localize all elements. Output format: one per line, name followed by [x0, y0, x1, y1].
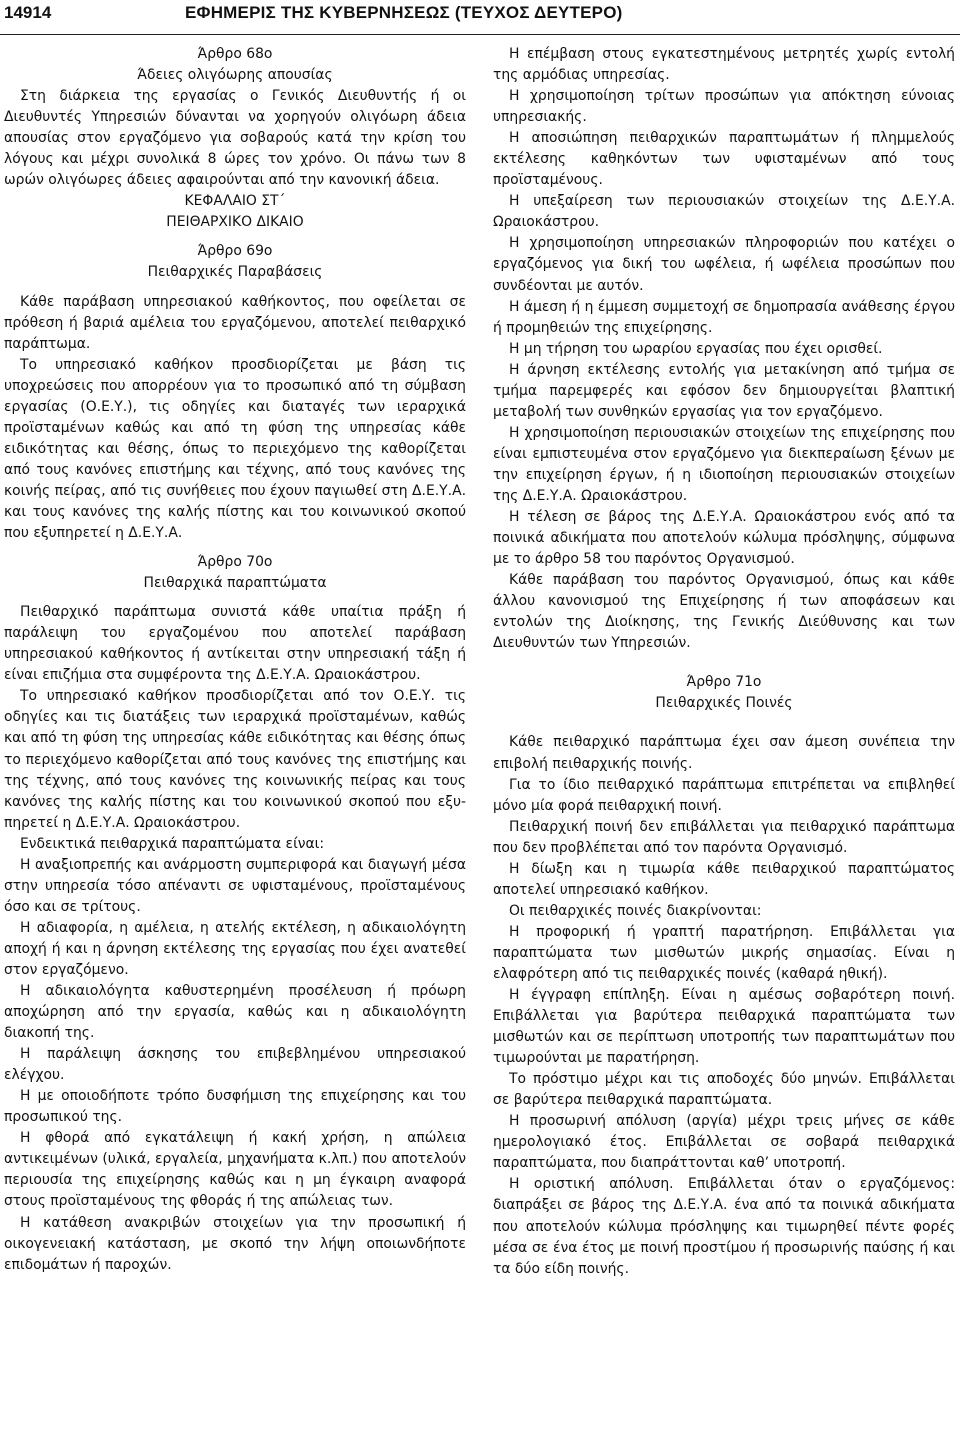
- paragraph: Η υπεξαίρεση των περιουσιακών στοιχείων της Δ.Ε.Υ.Α. Ωραιοκάστρου.: [493, 193, 955, 231]
- paragraph: Η άμεση ή η έμμεση συμμετοχή σε δημοπρασία ανάθεσης έργου ή προμηθειών της επιχείρησης.: [493, 298, 955, 336]
- paragraph: Η κατάθεση ανακριβών στοιχείων για την προσωπική ή οικογενειακή κατάσταση, με σκοπό την λήψη οποιωνδήποτε επιδομάτων ή παροχών.: [4, 1214, 466, 1273]
- paragraph: Η χρησιμοποίηση τρίτων προσώπων για απόκτηση εύνοιας υπηρεσιακής.: [493, 88, 955, 126]
- paragraph: Η προσωρινή απόλυση (αργία) μέχρι τρεις μήνες σε κάθε ημερολογιακό έτος. Επιβάλλεται σε σοβαρά πειθαρχικά παραπτώματα, που διαπράττονται καθ’ υποτροπή.: [493, 1113, 955, 1172]
- paragraph: Οι πειθαρχικές ποινές διακρίνονται:: [509, 902, 762, 919]
- paragraph: Πειθαρχικό παράπτωμα συνιστά κάθε υπαίτια πράξη ή παράλειψη του εργαζομένου που αποτελεί παράβαση υπηρεσιακού καθήκοντος ή αντίκειται στην υπηρεσιακή τάξη ή είναι επιζήμια στα συμφέροντα της Δ.Ε.Υ.Α. Ωραιοκάστρου.: [4, 604, 466, 684]
- paragraph: Η οριστική απόλυση. Επιβάλλεται όταν ο εργαζόμενος: διαπράξει σε βάρος της Δ.Ε.Υ.Α. ένα από τα ποινικά αδικήματα που αποτελούν κώλυμα πρόσληψης και τιμωρηθεί πέντε φορές μέσα σε ένα έτος με ποινή προστίμου ή προσωρινής παύσης ή και τα δύο είδη ποινής.: [493, 1176, 955, 1277]
- article-71-heading: Άρθρο 71ο: [686, 674, 762, 691]
- paragraph: Η αδιαφορία, η αμέλεια, η ατελής εκτέλεση, η αδικαιολόγητη αποχή ή και η άρνηση εκτέλεσης της εργασίας που έχει ανατεθεί στον εργαζόμενο.: [4, 919, 466, 978]
- paragraph: Ενδεικτικά πειθαρχικά παραπτώματα είναι:: [20, 835, 325, 852]
- paragraph: Η άρνηση εκτέλεσης εντολής για μετακίνηση από τμήμα σε τμήμα παρεμφερές και εφόσον δεν δημιουργείται βλαπτική μεταβολή των συνθηκών εργασίας για τον εργαζόμενο.: [493, 361, 955, 420]
- journal-title: ΕΦΗΜΕΡΙΣ ΤΗΣ ΚΥΒΕΡΝΗΣΕΩΣ (ΤΕΥΧΟΣ ΔΕΥΤΕΡΟ): [185, 3, 623, 22]
- paragraph: Η αναξιοπρεπής και ανάρμοστη συμπεριφορά και διαγωγή μέσα στην υπηρεσία τόσο απέναντι σε υφισταμένους, προϊσταμένους όσο και σε τρίτους.: [4, 856, 466, 915]
- paragraph: Η αποσιώπηση πειθαρχικών παραπτωμάτων ή πλημμελούς εκτέλεσης καθηκόντων των υφισταμένων από τους προϊσταμένους.: [493, 130, 955, 189]
- article-69-title: Πειθαρχικές Παραβάσεις: [147, 264, 323, 281]
- paragraph: Η παράλειψη άσκησης του επιβεβλημένου υπηρεσιακού ελέγχου.: [4, 1046, 466, 1084]
- paragraph: Η με οποιοδήποτε τρόπο δυσφήμιση της επιχείρησης και του προσωπικού της.: [4, 1088, 466, 1126]
- paragraph: Το πρόστιμο μέχρι και τις αποδοχές δύο μηνών. Επιβάλλεται σε βαρύτερα πειθαρχικά παραπτώματα.: [493, 1071, 955, 1109]
- article-70-title: Πειθαρχικά παραπτώματα: [143, 575, 327, 592]
- paragraph: Κάθε πειθαρχικό παράπτωμα έχει σαν άμεση συνέπεια την επιβολή πειθαρχικής ποινής.: [493, 734, 955, 772]
- paragraph: Στη διάρκεια της εργασίας ο Γενικός Διευθυντής ή οι Διευθυντές Υπηρεσιών δύνανται να χορηγούν ολιγόωρη άδεια απουσίας στον εργαζόμενο για σοβαρούς κατά την κρίση του λόγους και μέχρι συνολικά 8 ώρες τον χρόνο. Οι πάνω των 8 ωρών ολιγόωρες άδειες αφαιρούνται από την κανονική άδεια.: [4, 88, 466, 189]
- paragraph: Η μη τήρηση του ωραρίου εργασίας που έχει ορισθεί.: [509, 340, 883, 357]
- article-71-title: Πειθαρχικές Ποινές: [655, 695, 793, 712]
- chapter-heading: ΚΕΦΑΛΑΙΟ ΣΤ΄: [184, 193, 286, 210]
- left-column: [4, 44, 466, 1276]
- paragraph: Η προφορική ή γραπτή παρατήρηση. Επιβάλλεται για παραπτώματα των μισθωτών μικρής σημασίας. Είναι η ελαφρότερη από τις πειθαρχικές ποινές (καθαρά ηθική).: [493, 923, 955, 982]
- article-68-title: Άδειες ολιγόωρης απουσίας: [137, 67, 333, 84]
- article-70-heading: Άρθρο 70ο: [197, 554, 273, 571]
- paragraph: Η αδικαιολόγητα καθυστερημένη προσέλευση ή πρόωρη αποχώρηση από την εργασία, καθώς και η αδικαιολόγητη διακοπή της.: [4, 983, 466, 1042]
- paragraph: Η φθορά από εγκατάλειψη ή κακή χρήση, η απώλεια αντικειμένων (υλικά, εργαλεία, μηχανήματα κ.λπ.) που αποτελούν περιουσία της επιχείρησης καθώς και η μη έγκαιρη αναφορά στους προϊσταμένους της φθοράς ή της απώλειας των.: [4, 1130, 466, 1210]
- article-68-heading: Άρθρο 68ο: [197, 46, 273, 62]
- paragraph: Η έγγραφη επίπληξη. Είναι η αμέσως σοβαρότερη ποινή. Επιβάλλεται για βαρύτερα πειθαρχικά παραπτώματα των μισθωτών και σε περίπτωση υποτροπής των παραπτωμάτων που τιμωρούνται με παρατήρηση.: [493, 987, 955, 1067]
- paragraph: Για το ίδιο πειθαρχικό παράπτωμα επιτρέπεται να επιβληθεί μόνο μία φορά πειθαρχική ποινή.: [493, 776, 955, 814]
- paragraph: Το υπηρεσιακό καθήκον προσδιορίζεται με βάση τις υποχρεώσεις που απορρέουν για το προσωπικό από τη σύμβαση εργασίας (Ο.Ε.Υ.), τις οδηγίες και διαταγές των ιεραρχικά προϊσταμένων καθώς και από τη φύση της υπηρεσίας κάθε ειδικότητας και θέσης, όπως το περιεχόμενο της καθορίζεται από τους κανόνες επιστήμης και τέχνης, από τους κανόνες της κοινής πείρας, από τις συνήθειες που έχουν παγιωθεί στη Δ.Ε.Υ.Α. και τους κανόνες της καλής πίστης και του κοινωνικού σκοπού που εξυπηρετεί η Δ.Ε.Υ.Α.: [4, 356, 466, 542]
- paragraph: Η τέλεση σε βάρος της Δ.Ε.Υ.Α. Ωραιοκάστρου ενός από τα ποινικά αδικήματα που αποτελούν κώλυμα πρόσληψης, σύμφωνα με το άρθρο 58 του παρόντος Οργανισμού.: [493, 509, 955, 568]
- page-number: 14914: [4, 3, 52, 22]
- paragraph: Η χρησιμοποίηση υπηρεσιακών πληροφοριών που κατέχει ο εργαζόμενος για δική του ωφέλεια, ή ωφέλεια προσώπων που συνδέονται με αυτόν.: [493, 235, 955, 294]
- paragraph: Πειθαρχική ποινή δεν επιβάλλεται για πειθαρχικό παράπτωμα που δεν προβλέπεται από τον παρόντα Οργανισμό.: [493, 818, 955, 856]
- paragraph: Η δίωξη και η τιμωρία κάθε πειθαρχικού παραπτώματος αποτελεί υπηρεσιακό καθήκον.: [493, 860, 955, 898]
- page-header: [0, 0, 960, 35]
- chapter-title: ΠΕΙΘΑΡΧΙΚΟ ΔΙΚΑΙΟ: [166, 214, 304, 231]
- right-column: [493, 44, 955, 1280]
- article-69-heading: Άρθρο 69ο: [197, 243, 273, 260]
- paragraph: Η χρησιμοποίηση περιουσιακών στοιχείων της επιχείρησης που είναι εμπιστευμένα στον εργαζόμενο για διεκπεραίωση ξένων με την επιχείρηση έργων, ή η ιδιοποίηση περιουσιακών στοιχείων της Δ.Ε.Υ.Α. Ωραιοκάστρου.: [493, 424, 955, 504]
- paragraph: Κάθε παράβαση του παρόντος Οργανισμού, όπως και κάθε άλλου κανονισμού της Επιχείρησης ή των αποφάσεων και εντολών της Διοίκησης, της Γενικής Διεύθυνσης και των Διευθυντών των Υπηρεσιών.: [493, 572, 955, 652]
- paragraph: Κάθε παράβαση υπηρεσιακού καθήκοντος, που οφείλεται σε πρόθεση ή βαριά αμέλεια του εργαζόμενου, αποτελεί πειθαρχικό παράπτωμα.: [4, 293, 466, 352]
- paragraph: Η επέμβαση στους εγκατεστημένους μετρητές χωρίς εντολή της αρμόδιας υπηρεσίας.: [493, 46, 955, 84]
- paragraph: Το υπηρεσιακό καθήκον προσδιορίζεται από τον Ο.Ε.Υ. τις οδηγίες και τις διατάξεις των ιεραρχικά προϊσταμένων, καθώς και από τη φύση της υπηρεσίας κάθε ειδικότητας και θέσης όπως το περιεχόμενο καθορίζεται από τους κανόνες της επιστήμης και της τέχνης, από τους κανόνες της κοινωνικής πείρας και τους κανόνες της καλής πίστης και του κοινωνικού σκοπού που εξυπηρετεί η Δ.Ε.Υ.Α. Ωραιοκάστρου.: [4, 688, 466, 831]
